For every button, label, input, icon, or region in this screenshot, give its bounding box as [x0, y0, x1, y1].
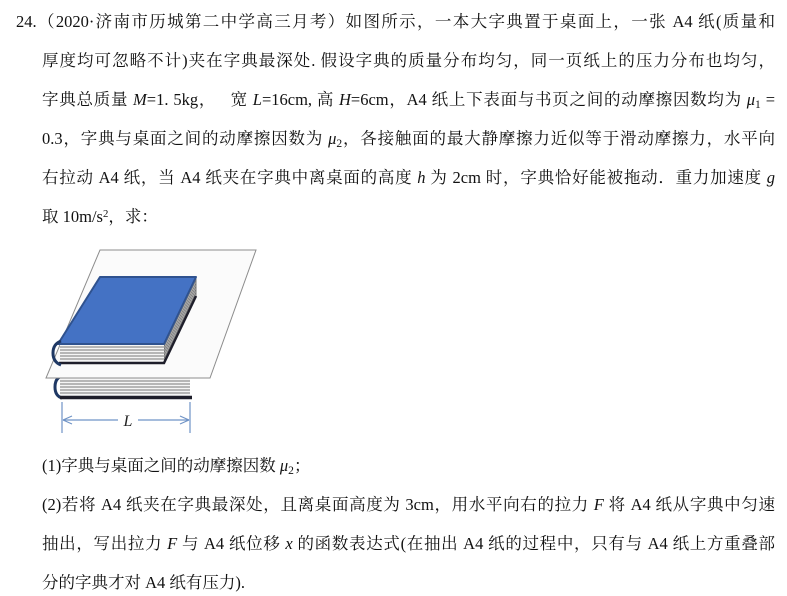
stem-text: ，求：	[108, 207, 158, 226]
variable-height-H: H	[339, 90, 351, 109]
part-text: 分的字典才对 A4 纸有压力).	[42, 573, 246, 592]
stem-text: 厚度均可忽略不计)夹在字典最深处. 假设字典的质量分布均匀，同一页纸上的压力分布也均匀，	[42, 51, 775, 70]
variable-force-F: F	[593, 495, 604, 514]
stem-text: 为 2cm 时，字典恰好能被拖动．重力加速度	[425, 168, 767, 187]
mu-subscript: 2	[288, 464, 294, 477]
question-number: 24.	[16, 12, 37, 31]
symbol-mu: μ	[279, 456, 289, 475]
lower-book-block	[55, 376, 192, 398]
variable-force-F: F	[167, 534, 178, 553]
part-text: 抽出，写出拉力	[42, 534, 168, 553]
stem-line-5	[42, 167, 775, 189]
stem-line-4	[42, 128, 775, 150]
variable-mass-M: M	[133, 90, 147, 109]
stem-text: 字典总质量	[42, 90, 134, 109]
variable-width-L: L	[252, 90, 262, 109]
stem-text: ，各接触面的最大静摩擦力近似等于滑动摩擦力，水平向	[342, 129, 776, 148]
part-text: 将 A4 纸从字典中匀速	[603, 495, 776, 514]
part-label: (1)	[42, 456, 62, 475]
mu-subscript: 1	[755, 98, 761, 111]
stem-text: =	[760, 90, 775, 109]
part-1-line	[42, 455, 775, 477]
stem-text: =16cm, 高	[261, 90, 339, 109]
part-text: 若将 A4 纸夹在字典最深处，且离桌面高度为 3cm，用水平向右的拉力	[61, 495, 594, 514]
part-2-line-2	[42, 533, 775, 555]
part-text: ；	[293, 456, 311, 475]
part-2-line-3	[42, 572, 775, 594]
part-text: 字典与桌面之间的动摩擦因数	[61, 456, 280, 475]
stem-text: 右拉动 A4 纸，当 A4 纸夹在字典中离桌面的高度	[42, 168, 418, 187]
stem-text: 取 10m/s	[42, 207, 103, 226]
dimension-label: L	[123, 413, 133, 430]
part-2-line-1	[42, 494, 775, 516]
mu-subscript: 2	[336, 137, 343, 150]
part-text: 与 A4 纸位移	[177, 534, 286, 553]
stem-text: 0.3，字典与桌面之间的动摩擦因数为	[42, 129, 329, 148]
stem-text: =1. 5kg， 宽	[146, 90, 253, 109]
part-label: (2)	[42, 495, 62, 514]
symbol-mu: μ	[328, 129, 337, 148]
variable-displacement-x: x	[285, 534, 293, 553]
symbol-mu: μ	[746, 90, 756, 109]
question-source: （2020·济南市历城第二中学高三月考）	[36, 12, 346, 31]
stem-line-2	[42, 50, 775, 72]
stem-line-3	[42, 89, 775, 111]
stem-text: 如图所示，一本大字典置于桌面上，一张 A4 纸(质量和	[345, 12, 775, 31]
variable-height-h: h	[417, 168, 426, 187]
stem-line-1	[16, 11, 775, 33]
variable-gravity-g: g	[766, 168, 775, 187]
stem-text: =6cm，A4 纸上下表面与书页之间的动摩擦因数均为	[350, 90, 747, 109]
stem-line-6	[42, 206, 775, 228]
part-text: 的函数表达式(在抽出 A4 纸的过程中，只有与 A4 纸上方重叠部	[292, 534, 776, 553]
unit-superscript: 2	[102, 208, 109, 221]
book-and-paper-figure	[40, 240, 280, 440]
